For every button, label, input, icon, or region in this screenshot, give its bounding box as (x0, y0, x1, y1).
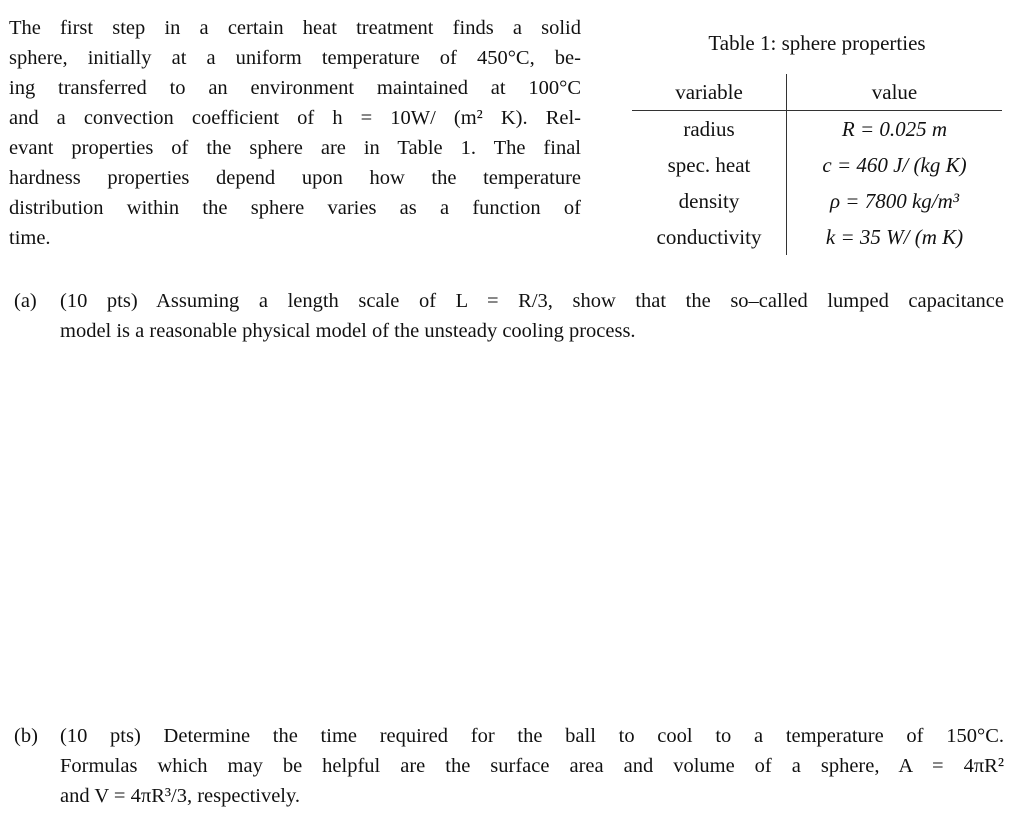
part-text-line: (10 pts) Assuming a length scale of L = R/3, show that the so–called lumped capacitance (60, 290, 1004, 312)
cell-variable: radius (632, 111, 787, 148)
intro-line: ing transferred to an environment maintained at 100°C (9, 77, 581, 99)
cell-variable: spec. heat (632, 147, 787, 183)
cell-value: k = 35 W/ (m K) (825, 225, 964, 249)
intro-line: time. (9, 227, 51, 249)
header-variable: variable (632, 74, 787, 111)
part-label: (a) (14, 290, 37, 312)
table-row (632, 219, 1002, 255)
cell-value: ρ = 7800 kg/m³ (829, 189, 960, 213)
intro-line: sphere, initially at a uniform temperature of 450°C, be- (9, 47, 581, 69)
intro-line: distribution within the sphere varies as a function of (9, 197, 581, 219)
intro-line: evant properties of the sphere are in Table 1. The final (9, 137, 581, 159)
cell-variable: conductivity (632, 219, 787, 255)
cell-value: R = 0.025 m (841, 117, 948, 141)
intro-line: The first step in a certain heat treatment finds a solid (9, 17, 581, 39)
question-part-b (14, 721, 1004, 811)
table-header-row (632, 74, 1002, 111)
table-caption: Table 1: sphere properties (708, 31, 926, 55)
intro-line: and a convection coefficient of h = 10W/ (m² K). Rel- (9, 107, 581, 129)
question-part-a (14, 286, 1004, 346)
part-text-line: (10 pts) Determine the time required for the ball to cool to a temperature of 150°C. (60, 725, 1004, 747)
part-text-line: and V = 4πR³/3, respectively. (60, 785, 301, 807)
intro-line: hardness properties depend upon how the temperature (9, 167, 581, 189)
part-text-line: Formulas which may be helpful are the surface area and volume of a sphere, A = 4πR² (60, 755, 1004, 777)
header-value: value (787, 74, 1003, 111)
properties-table (632, 74, 1002, 255)
properties-table-block (632, 28, 1002, 255)
cell-variable: density (632, 183, 787, 219)
table-row (632, 147, 1002, 183)
part-label: (b) (14, 725, 38, 747)
table-row (632, 183, 1002, 219)
cell-value: c = 460 J/ (kg K) (822, 153, 967, 177)
table-row (632, 111, 1002, 148)
part-text-line: model is a reasonable physical model of the unsteady cooling process. (60, 320, 636, 342)
problem-intro (9, 13, 581, 253)
